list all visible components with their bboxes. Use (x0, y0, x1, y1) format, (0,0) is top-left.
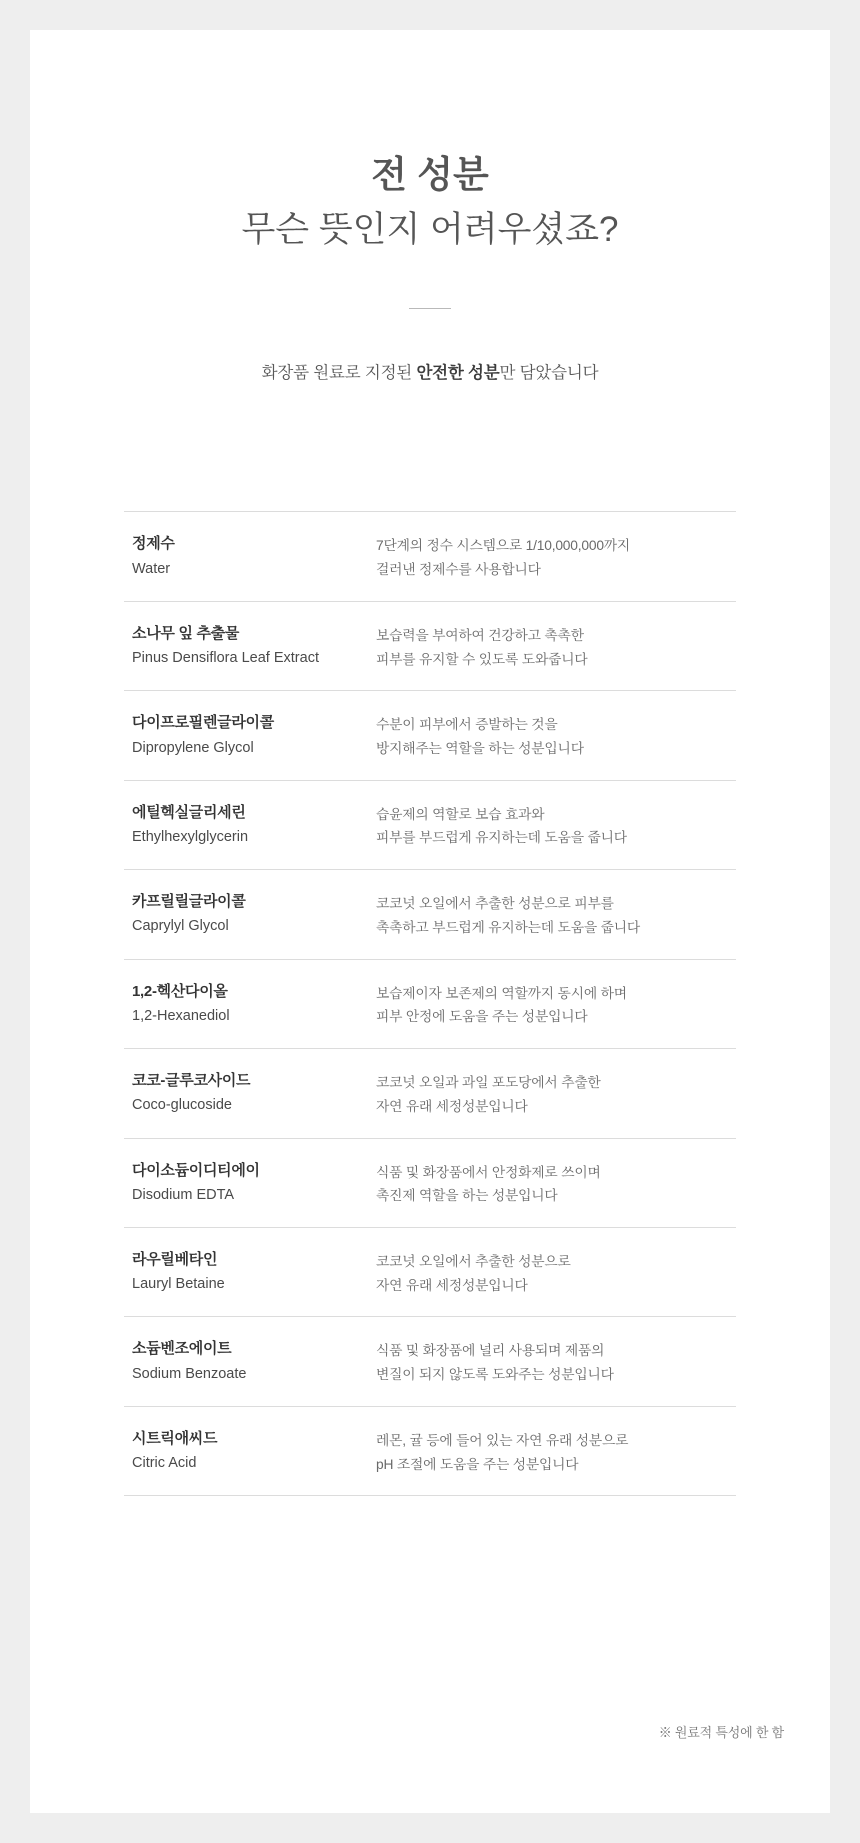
ingredient-info-page (30, 30, 830, 1813)
ingredient-description (376, 1248, 734, 1297)
list-item (124, 511, 736, 600)
description-line: 코코넛 오일과 과일 포도당에서 추출한 (376, 1075, 601, 1091)
description-line: pH 조절에 도움을 주는 성분입니다 (376, 1456, 579, 1472)
ingredient-names (126, 1337, 376, 1385)
description-line: 습윤제의 역할로 보습 효과와 (376, 806, 545, 822)
description-line: 촉진제 역할을 하는 성분입니다 (376, 1188, 558, 1204)
ingredient-names (126, 1069, 376, 1117)
page-title: 전 성분 (371, 154, 489, 195)
list-item (124, 1227, 736, 1316)
ingredient-names (126, 1248, 376, 1296)
ingredient-name-ko: 시트릭애씨드 (132, 1429, 218, 1447)
list-item (124, 1048, 736, 1137)
lead-text-before: 화장품 원료로 지정된 (261, 364, 417, 383)
description-line: 자연 유래 세정성분입니다 (376, 1098, 528, 1114)
ingredient-list (124, 511, 736, 1496)
ingredient-names (126, 980, 376, 1028)
ingredient-description (376, 801, 734, 850)
ingredient-names (126, 1159, 376, 1207)
ingredient-description (376, 1069, 734, 1118)
ingredient-names (126, 1427, 376, 1475)
ingredient-name-ko: 소듐벤조에이트 (132, 1340, 232, 1358)
ingredient-name-ko: 정제수 (132, 535, 175, 553)
ingredient-description (376, 890, 734, 939)
description-line: 보습제이자 보존제의 역할까지 동시에 하며 (376, 985, 627, 1001)
ingredient-name-en: Dipropylene Glycol (132, 739, 254, 756)
ingredient-description (376, 1337, 734, 1386)
description-line: 피부를 부드럽게 유지하는데 도움을 줍니다 (376, 830, 627, 846)
ingredient-name-en: 1,2-Hexanediol (132, 1007, 230, 1024)
ingredient-names (126, 801, 376, 849)
ingredient-name-ko: 라우릴베타인 (132, 1250, 218, 1268)
ingredient-names (126, 532, 376, 580)
description-line: 방지해주는 역할을 하는 성분입니다 (376, 741, 584, 757)
footnote: ※ 원료적 특성에 한 함 (658, 1725, 784, 1740)
page-subtitle-question: 무슨 뜻인지 어려우셨죠? (241, 209, 619, 249)
ingredient-description (376, 980, 734, 1029)
description-line: 변질이 되지 않도록 도와주는 성분입니다 (376, 1367, 614, 1383)
ingredient-name-ko: 다이소듐이디티에이 (132, 1161, 260, 1179)
description-line: 자연 유래 세정성분입니다 (376, 1277, 528, 1293)
lead-text-after: 만 담았습니다 (499, 364, 599, 383)
description-line: 식품 및 화장품에 널리 사용되며 제품의 (376, 1343, 605, 1359)
ingredient-name-en: Sodium Benzoate (132, 1365, 247, 1382)
description-line: 촉촉하고 부드럽게 유지하는데 도움을 줍니다 (376, 919, 640, 935)
description-line: 보습력을 부여하여 건강하고 촉촉한 (376, 627, 584, 643)
ingredient-name-ko: 소나무 잎 추출물 (132, 624, 240, 642)
list-item (124, 1138, 736, 1227)
list-item (124, 601, 736, 690)
ingredient-name-en: Caprylyl Glycol (132, 918, 229, 935)
ingredient-name-ko: 코코-글루코사이드 (132, 1072, 251, 1090)
list-item (124, 690, 736, 779)
description-line: 코코넛 오일에서 추출한 성분으로 (376, 1253, 571, 1269)
ingredient-names (126, 890, 376, 938)
description-line: 수분이 피부에서 증발하는 것을 (376, 717, 558, 733)
ingredient-name-en: Water (132, 560, 171, 577)
description-line: 걸러낸 정제수를 사용합니다 (376, 562, 541, 578)
ingredient-name-ko: 1,2-헥산다이올 (132, 982, 228, 1000)
ingredient-description (376, 711, 734, 760)
description-line: 코코넛 오일에서 추출한 성분으로 피부를 (376, 896, 614, 912)
ingredient-names (126, 622, 376, 670)
ingredient-description (376, 1427, 734, 1476)
ingredient-name-en: Coco-glucoside (132, 1097, 232, 1114)
ingredient-description (376, 622, 734, 671)
list-item (124, 959, 736, 1048)
description-line: 피부 안정에 도움을 주는 성분입니다 (376, 1009, 588, 1025)
description-line: 레몬, 귤 등에 들어 있는 자연 유래 성분으로 (376, 1432, 629, 1448)
ingredient-names (126, 711, 376, 759)
ingredient-name-ko: 카프릴릴글라이콜 (132, 893, 246, 911)
description-line: 식품 및 화장품에서 안정화제로 쓰이며 (376, 1164, 601, 1180)
description-line: 피부를 유지할 수 있도록 도와줍니다 (376, 651, 588, 667)
ingredient-name-ko: 에틸헥실글리세린 (132, 803, 246, 821)
ingredient-name-en: Pinus Densiflora Leaf Extract (132, 650, 319, 667)
list-item (124, 1316, 736, 1405)
lead-text-strong: 안전한 성분 (416, 364, 500, 383)
list-item (124, 780, 736, 869)
page-lead-text (30, 359, 830, 383)
ingredient-name-ko: 다이프로필렌글라이콜 (132, 714, 274, 732)
ingredient-name-en: Lauryl Betaine (132, 1276, 225, 1293)
ingredient-description (376, 1159, 734, 1208)
list-item (124, 1406, 736, 1496)
header-divider (409, 308, 451, 309)
list-item (124, 869, 736, 958)
ingredient-name-en: Disodium EDTA (132, 1186, 235, 1203)
ingredient-name-en: Citric Acid (132, 1455, 197, 1472)
page-header (30, 30, 830, 383)
description-line: 7단계의 정수 시스템으로 1/10,000,000까지 (376, 538, 631, 554)
ingredient-description (376, 532, 734, 581)
ingredient-name-en: Ethylhexylglycerin (132, 829, 249, 845)
